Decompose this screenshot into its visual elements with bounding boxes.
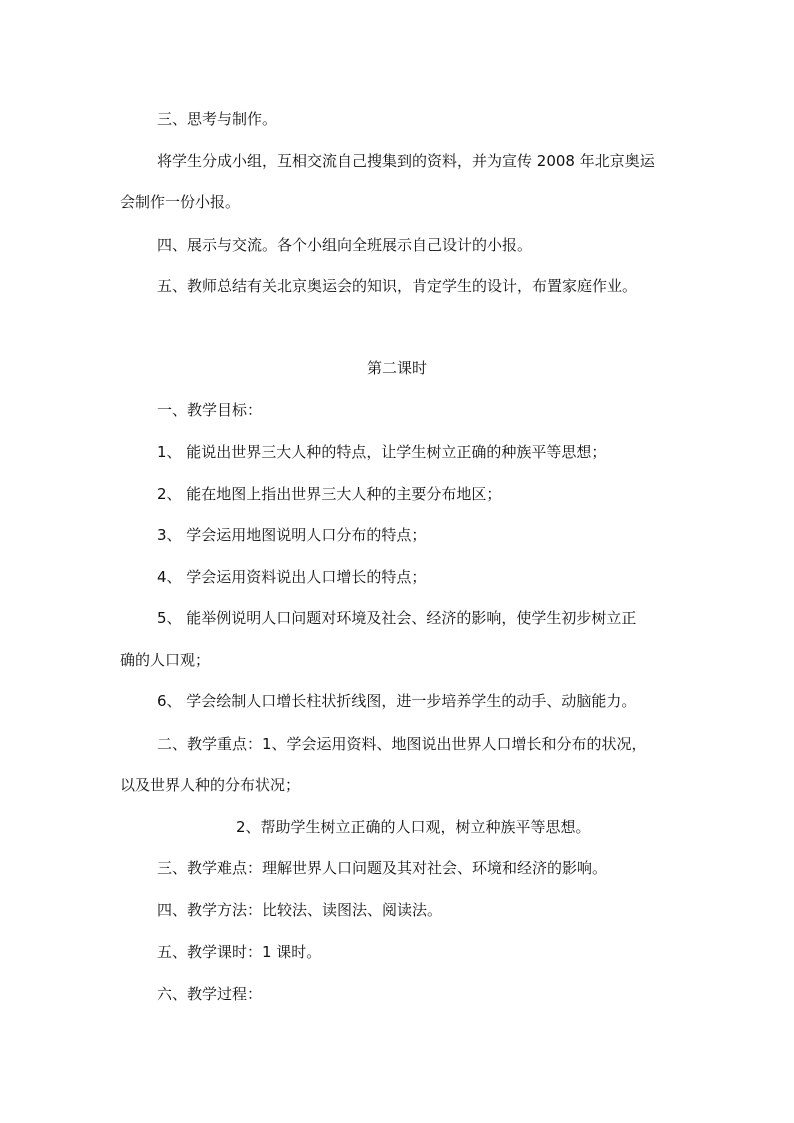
objective-item-5-continuation: 确的人口观； — [120, 651, 211, 669]
section-five-text: 五、教师总结有关北京奥运会的知识，肯定学生的设计，布置家庭作业。 — [157, 277, 638, 295]
key-points-line3: 2、帮助学生树立正确的人口观，树立种族平等思想。 — [236, 818, 591, 836]
objective-item-4: 4、 学会运用资料说出人口增长的特点； — [157, 568, 427, 586]
section-three-heading: 三、思考与制作。 — [157, 110, 278, 128]
objective-item-2: 2、 能在地图上指出世界三大人种的主要分布地区； — [157, 485, 502, 503]
objective-item-6: 6、 学会绘制人口增长柱状折线图，进一步培养学生的动手、动脑能力。 — [157, 692, 637, 710]
process-heading: 六、教学过程： — [157, 985, 263, 1003]
objective-item-3: 3、 学会运用地图说明人口分布的特点； — [157, 526, 427, 544]
methods-text: 四、教学方法：比较法、读图法、阅读法。 — [157, 901, 443, 919]
section-three-body-line1: 将学生分成小组，互相交流自己搜集到的资料，并为宣传 2008 年北京奥运 — [157, 152, 655, 170]
objective-item-1: 1、 能说出世界三大人种的特点，让学生树立正确的种族平等思想； — [157, 443, 607, 461]
lesson-title: 第二课时 — [366, 359, 427, 377]
key-points-line1: 二、教学重点：1、学会运用资料、地图说出世界人口增长和分布的状况， — [157, 735, 647, 753]
objective-item-5: 5、 能举例说明人口问题对环境及社会、经济的影响，使学生初步树立正 — [157, 609, 637, 627]
hours-text: 五、教学课时：1 课时。 — [157, 943, 322, 961]
key-points-line2: 以及世界人种的分布状况； — [120, 776, 301, 794]
difficulty-text: 三、教学难点：理解世界人口问题及其对社会、环境和经济的影响。 — [157, 859, 608, 877]
section-four-text: 四、展示与交流。各个小组向全班展示自己设计的小报。 — [157, 236, 533, 254]
objectives-heading: 一、教学目标： — [157, 401, 263, 419]
section-three-body-line2: 会制作一份小报。 — [120, 193, 241, 211]
